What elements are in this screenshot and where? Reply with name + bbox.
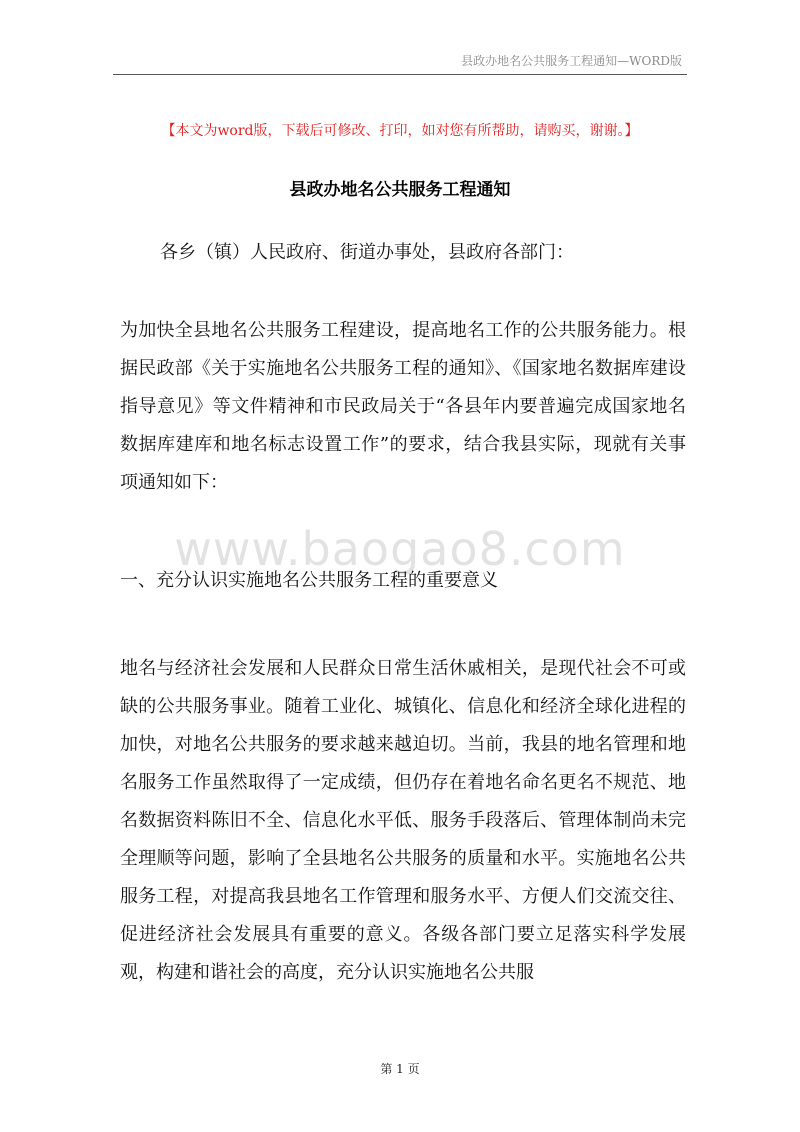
page-number: 第 1 页	[380, 1062, 420, 1076]
section-heading: 一、充分认识实施地名公共服务工程的重要意义	[120, 570, 498, 591]
intro-paragraph: 为加快全县地名公共服务工程建设，提高地名工作的公共服务能力。根据民政部《关于实施地名公共服务工程的通知》、《国家地名数据库建设指导意见》等文件精神和市民政局关于“各县年内要普遍完成国家地名数据库建库和地名标志设置工作”的要求，结合我县实际，现就有关事项通知如下：	[120, 320, 686, 493]
download-notice: 【本文为word版，下载后可修改、打印，如对您有所帮助，请购买，谢谢。】	[161, 123, 639, 139]
salutation: 各乡（镇）人民政府、街道办事处，县政府各部门：	[160, 242, 574, 263]
header-divider	[113, 74, 687, 75]
running-header: 县政办地名公共服务工程通知—WORD版	[461, 54, 682, 68]
watermark: www.baogao8.com	[174, 522, 626, 576]
body-paragraph: 地名与经济社会发展和人民群众日常生活休戚相关，是现代社会不可或缺的公共服务事业。随着工业化、城镇化、信息化和经济全球化进程的加快，对地名公共服务的要求越来越迫切。当前，我县的地名管理和地名服务工作虽然取得了一定成绩，但仍存在着地名命名更名不规范、地名数据资料陈旧不全、信息化水平低、服务手段落后、管理体制尚未完全理顺等问题，影响了全县地名公共服务的质量和水平。实施地名公共服务工程，对提高我县地名工作管理和服务水平、方便人们交流交往、促进经济社会发展具有重要的意义。各级各部门要立足落实科学发展观，构建和谐社会的高度，充分认识实施地名公共服	[120, 658, 686, 983]
document-title: 县政办地名公共服务工程通知	[289, 180, 511, 200]
